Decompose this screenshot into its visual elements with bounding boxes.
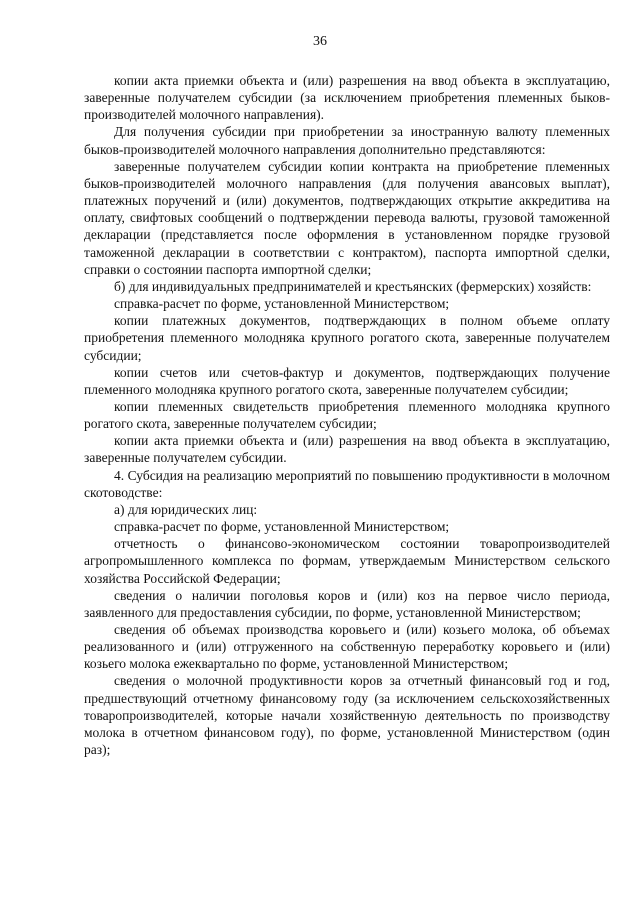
paragraph: заверенные получателем субсидии копии контракта на приобретение племенных быков-производителей молочного направления (для получения авансовых выплат), платежных поручений и (или) документов, подтверждающих открытие аккредитива на оплату, свифтовых сообщений о подтверждении перевода валюты, грузовой таможенной декларации (представляется после оформления в установленном порядке грузовой таможенной декларации в соответствии с контрактом), паспорта импортной сделки, справки о состоянии паспорта импортной сделки; (84, 158, 610, 277)
paragraph: сведения о молочной продуктивности коров за отчетный финансовый год и год, предшествующий отчетному финансовому году (за исключением сельскохозяйственных товаропроизводителей, которые начали хозяйственную деятельность по производству молока в отчетном финансовом году), по форме, установленной Министерством (один раз); (84, 673, 610, 758)
page-number: 36 (313, 34, 327, 49)
paragraph: копии акта приемки объекта и (или) разрешения на ввод объекта в эксплуатацию, заверенные получателем субсидии (за исключением приобретения племенных быков-производителей молочного направления). (84, 73, 610, 123)
paragraph: копии платежных документов, подтверждающих в полном объеме оплату приобретения племенного молодняка крупного рогатого скота, заверенные получателем субсидии; (84, 313, 610, 363)
paragraph: 4. Субсидия на реализацию мероприятий по повышению продуктивности в молочном скотоводстве: (84, 467, 610, 500)
paragraph: отчетность о финансово-экономическом состоянии товаропроизводителей агропромышленного комплекса по формам, утверждаемым Министерством сельского хозяйства Российской Федерации; (84, 536, 610, 586)
paragraph: копии племенных свидетельств приобретения племенного молодняка крупного рогатого скота, заверенные получателем субсидии; (84, 398, 610, 432)
page-body (84, 72, 610, 758)
paragraph: Для получения субсидии при приобретении за иностранную валюту племенных быков-производителей молочного направления дополнительно представляются: (84, 124, 610, 157)
paragraph: справка-расчет по форме, установленной Министерством; (114, 296, 450, 312)
paragraph: сведения о наличии поголовья коров и (или) коз на первое число периода, заявленного для предоставления субсидии, по форме, установленной Министерством; (84, 587, 610, 620)
paragraph: а) для юридических лиц: (114, 501, 258, 517)
paragraph: копии счетов или счетов-фактур и документов, подтверждающих получение племенного молодняка крупного рогатого скота, заверенные получателем субсидии; (84, 364, 610, 397)
paragraph: копии акта приемки объекта и (или) разрешения на ввод объекта в эксплуатацию, заверенные получателем субсидии. (84, 433, 610, 466)
paragraph: б) для индивидуальных предпринимателей и крестьянских (фермерских) хозяйств: (114, 278, 592, 294)
paragraph: сведения об объемах производства коровьего и (или) козьего молока, об объемах реализованного и (или) отгруженного на собственную переработку коровьего и (или) козьего молока ежеквартально по форме, установленной Министерством; (84, 622, 610, 672)
paragraph: справка-расчет по форме, установленной Министерством; (114, 519, 450, 535)
